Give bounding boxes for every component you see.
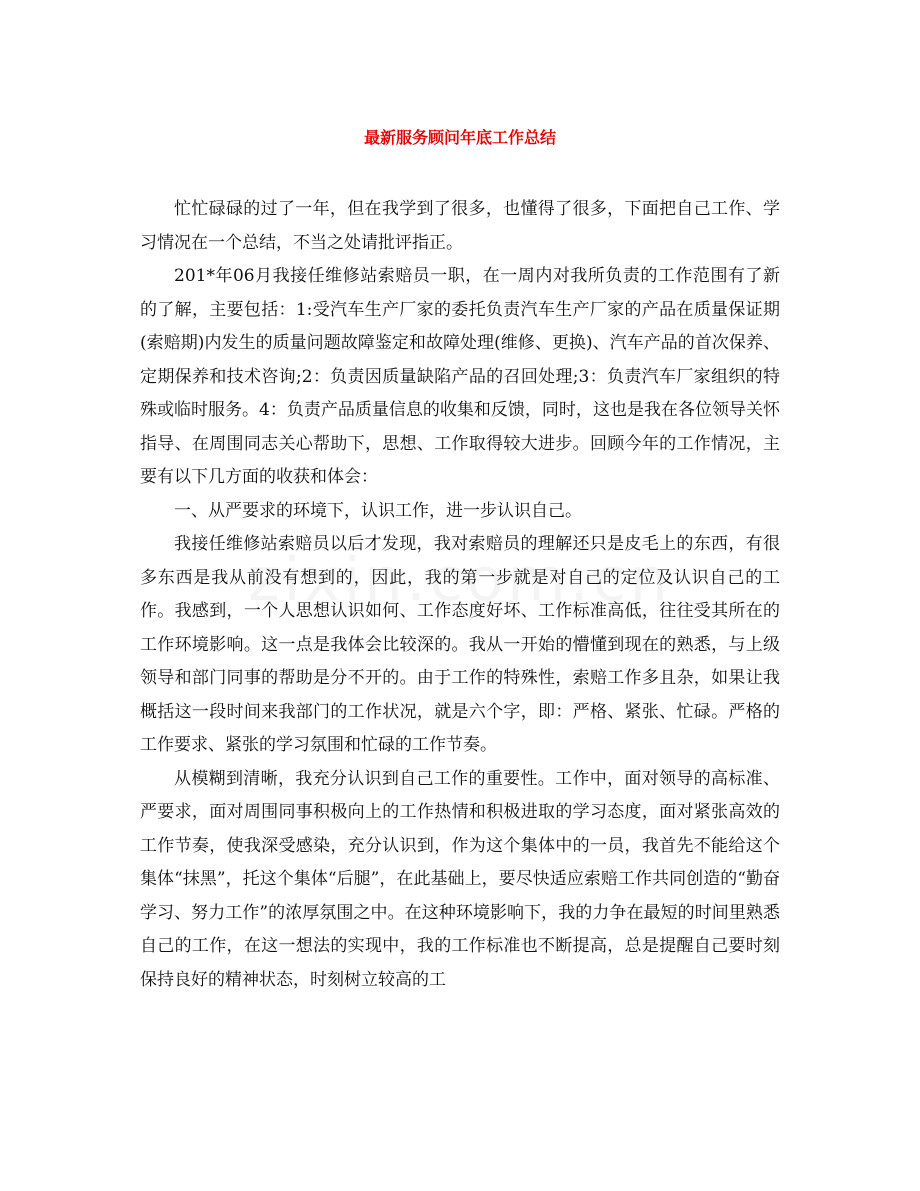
paragraph-job-scope: 201*年06月我接任维修站索赔员一职，在一周内对我所负责的工作范围有了新的了解，主要包括：1:受汽车生产厂家的委托负责汽车生产厂家的产品在质量保证期(索赔期)内发生的质量问题故障鉴定和故障处理(维修、更换)、汽车产品的首次保养、定期保养和技术咨询;2：负责因质量缺陷产品的召回处理;3：负责汽车厂家组织的特殊或临时服务。4：负责产品质量信息的收集和反馈，同时，这也是我在各位领导关怀指导、在周围同志关心帮助下，思想、工作取得较大进步。回顾今年的工作情况，主要有以下几方面的收获和体会： xyxy=(140,266,780,487)
document-body xyxy=(140,193,780,997)
paragraph-self-awareness: 我接任维修站索赔员以后才发现，我对索赔员的理解还只是皮毛上的东西，有很多东西是我从前没有想到的，因此，我的第一步就是对自己的定位及认识自己的工作。我感到，一个人思想认识如何、工作态度好坏、工作标准高低，往往受其所在的工作环境影响。这一点是我体会比较深的。我从一开始的懵懂到现在的熟悉，与上级领导和部门同事的帮助是分不开的。由于工作的特殊性，索赔工作多且杂，如果让我概括这一段时间来我部门的工作状况，就是六个字，即：严格、紧张、忙碌。严格的工作要求、紧张的学习氛围和忙碌的工作节奏。 xyxy=(140,534,780,755)
paragraph-importance: 从模糊到清晰，我充分认识到自己工作的重要性。工作中，面对领导的高标准、严要求，面对周围同事积极向上的工作热情和积极进取的学习态度，面对紧张高效的工作节奏，使我深受感染，充分认识到，作为这个集体中的一员，我首先不能给这个集体“抹黑”，托这个集体“后腿”，在此基础上，要尽快适应索赔工作共同创造的“勤奋学习、努力工作”的浓厚氛围之中。在这种环境影响下，我的力争在最短的时间里熟悉自己的工作，在这一想法的实现中，我的工作标准也不断提高，总是提醒自己要时刻保持良好的精神状态，时刻树立较高的工 xyxy=(140,768,780,990)
section-heading-1: 一、从严要求的环境下，认识工作，进一步认识自己。 xyxy=(174,500,582,521)
document-title: 最新服务顾问年底工作总结 xyxy=(363,128,556,147)
paragraph-intro: 忙忙碌碌的过了一年，但在我学到了很多，也懂得了很多，下面把自己工作、学习情况在一个总结，不当之处请批评指正。 xyxy=(140,199,780,253)
